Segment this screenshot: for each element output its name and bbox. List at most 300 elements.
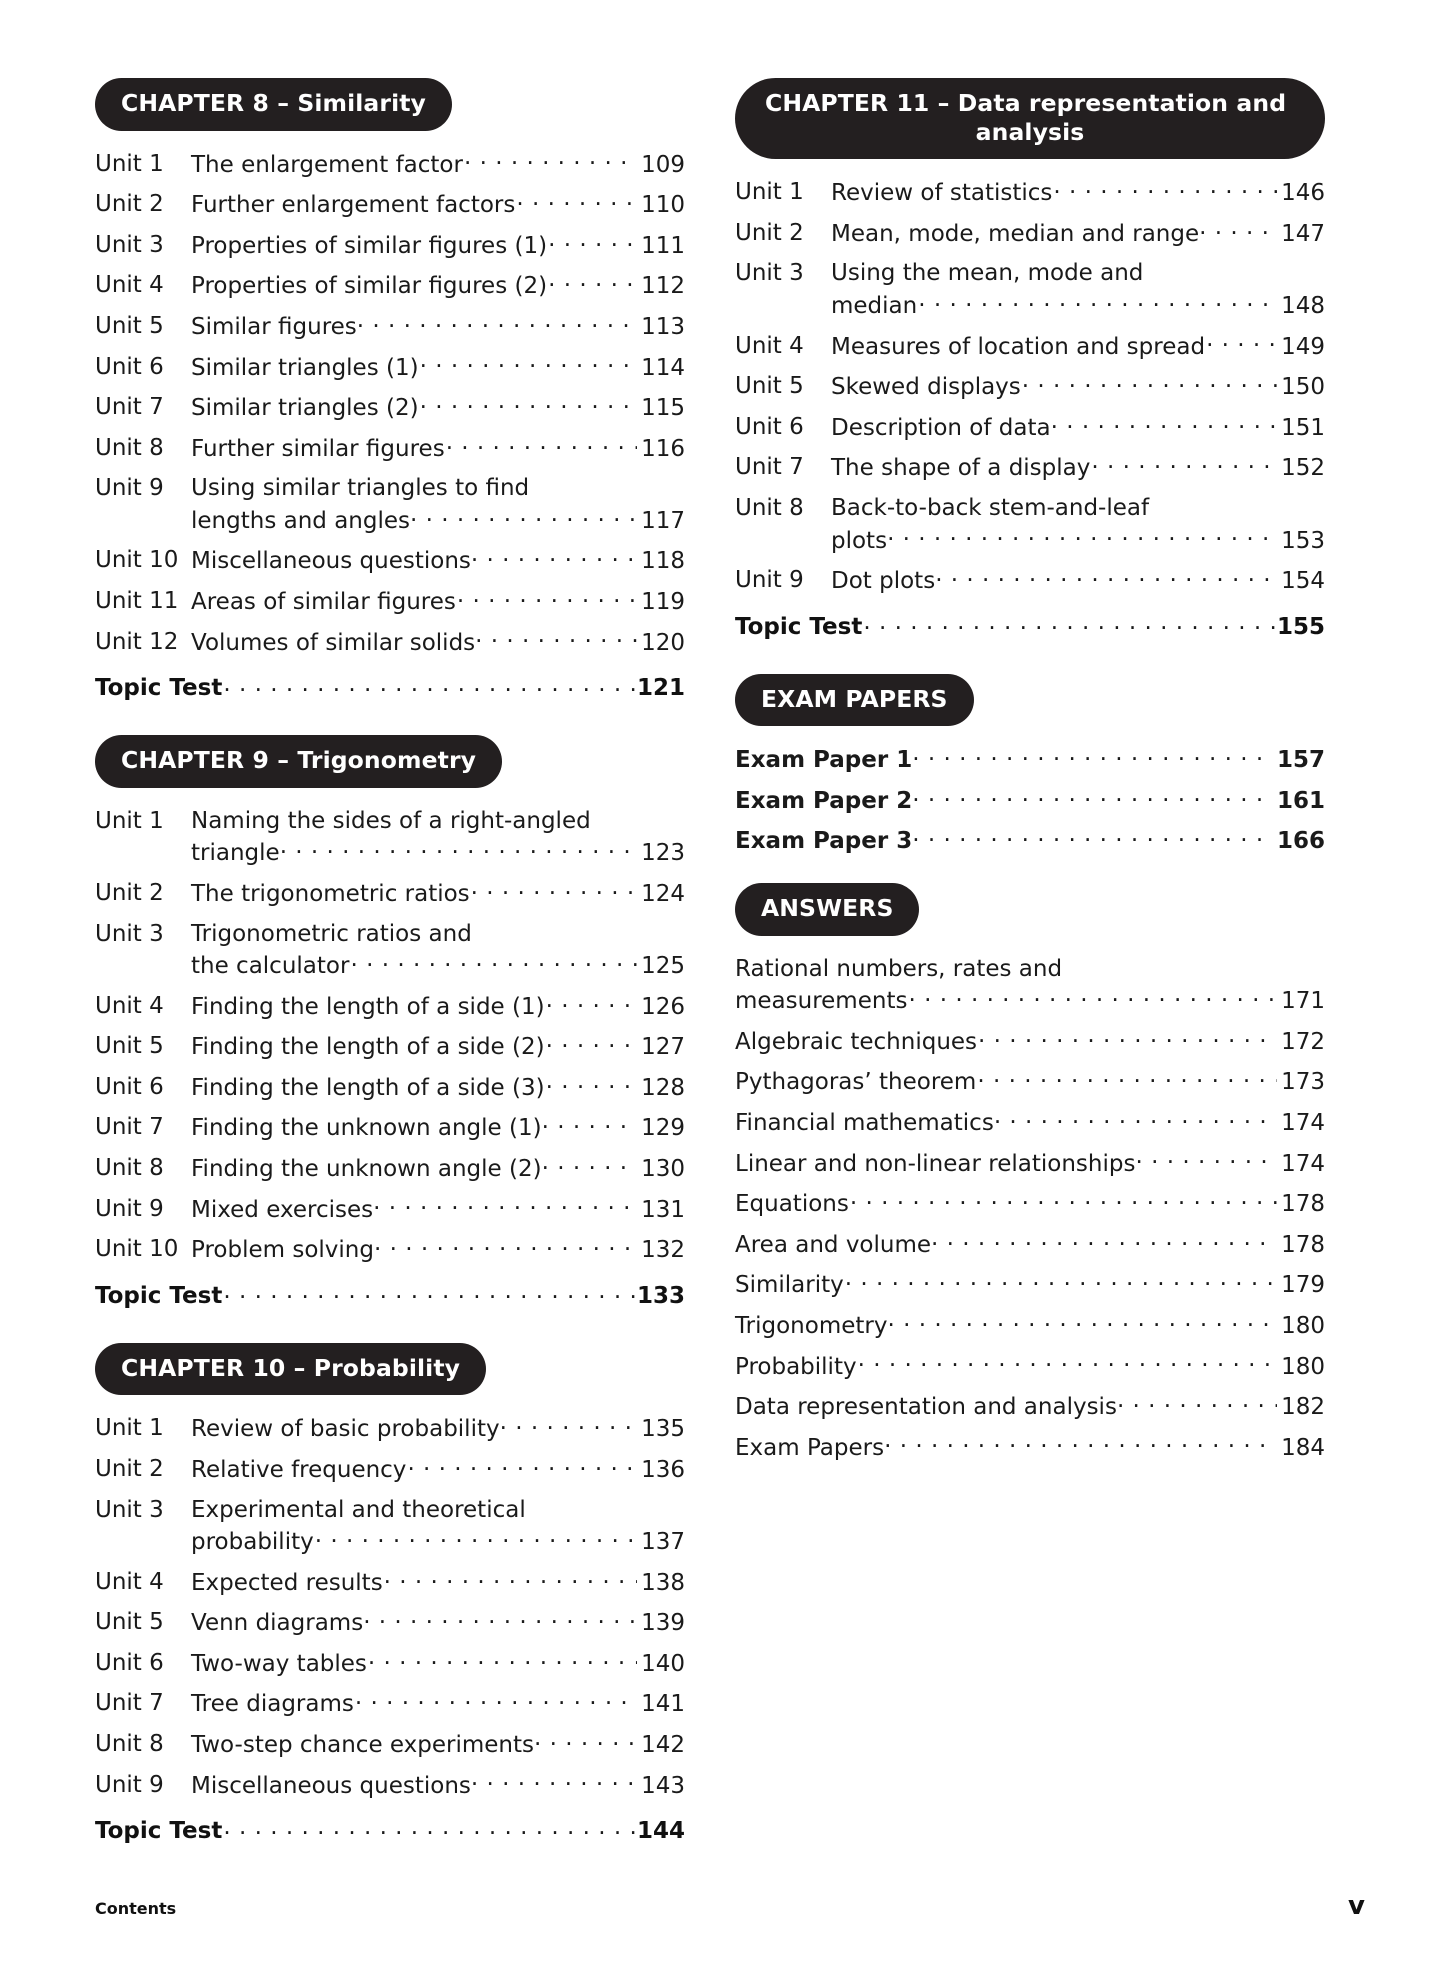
unit-label: Unit 10 xyxy=(95,547,179,574)
entry-page-number: 113 xyxy=(641,313,685,340)
chapter-heading-11[interactable] xyxy=(735,78,1325,159)
chapter-block-8 xyxy=(95,78,685,701)
entry-title: Using the mean, mode and xyxy=(831,260,1144,287)
entry-title: Exam Paper 1 xyxy=(735,747,913,774)
page-footer xyxy=(95,1891,1365,1921)
topic-test-entry[interactable] xyxy=(95,672,685,701)
unit-label: Unit 8 xyxy=(735,494,804,521)
entry-title: Rational numbers, rates and xyxy=(735,955,1063,982)
entry-page-number: 180 xyxy=(1281,1312,1325,1339)
entry-page-number: 139 xyxy=(641,1610,685,1637)
entry-title: Finding the length of a side (1) xyxy=(191,993,545,1020)
chapter-block-9 xyxy=(95,735,685,1309)
entry-page-number: 137 xyxy=(641,1529,685,1556)
left-column xyxy=(95,78,685,1878)
topic-test-label: Topic Test xyxy=(95,1282,223,1309)
entry-page-number: 178 xyxy=(1281,1231,1325,1258)
unit-label: Unit 5 xyxy=(95,1033,164,1060)
answer-entry[interactable] xyxy=(735,1188,1325,1220)
leader-dots xyxy=(858,1351,1278,1374)
toc-entry[interactable] xyxy=(95,1688,685,1720)
entry-page-number: 171 xyxy=(1281,988,1325,1015)
contents-columns xyxy=(95,78,1365,1878)
topic-test-label: Topic Test xyxy=(95,675,223,702)
answer-entry[interactable] xyxy=(735,1148,1325,1180)
leader-dots xyxy=(457,586,637,609)
toc-entry[interactable] xyxy=(95,1112,685,1144)
entry-title-continued: measurements xyxy=(735,988,908,1015)
topic-test-page-number: 121 xyxy=(636,675,685,702)
unit-label: Unit 3 xyxy=(735,260,804,287)
unit-label: Unit 9 xyxy=(95,1771,164,1798)
unit-label: Unit 3 xyxy=(95,231,164,258)
chapter-9-entry-list xyxy=(95,806,685,1309)
leader-dots xyxy=(908,985,1277,1008)
entry-title: Finding the unknown angle (1) xyxy=(191,1115,542,1142)
entry-page-number: 141 xyxy=(641,1691,685,1718)
footer-page-number: v xyxy=(1348,1891,1365,1921)
toc-entry[interactable] xyxy=(735,452,1325,484)
leader-dots xyxy=(912,825,1273,848)
leader-dots xyxy=(1206,331,1277,354)
toc-entry[interactable] xyxy=(95,1194,685,1226)
entry-page-number: 178 xyxy=(1281,1191,1325,1218)
entry-title: Area and volume xyxy=(735,1231,932,1258)
entry-title: Description of data xyxy=(831,414,1051,441)
entry-title: Exam Paper 3 xyxy=(735,828,913,855)
entry-page-number: 127 xyxy=(641,1034,685,1061)
entry-title: Linear and non-linear relationships xyxy=(735,1150,1136,1177)
entry-title: Finding the length of a side (2) xyxy=(191,1034,545,1061)
entry-title: Review of basic probability xyxy=(191,1416,500,1443)
entry-page-number: 132 xyxy=(641,1237,685,1264)
unit-label: Unit 4 xyxy=(95,272,164,299)
entry-page-number: 174 xyxy=(1281,1150,1325,1177)
toc-entry[interactable] xyxy=(95,149,685,181)
leader-dots xyxy=(918,290,1277,313)
toc-entry[interactable] xyxy=(735,412,1325,444)
entry-title: Trigonometric ratios and xyxy=(191,920,472,947)
toc-entry[interactable] xyxy=(95,1072,685,1104)
entry-page-number: 182 xyxy=(1281,1394,1325,1421)
leader-dots xyxy=(548,270,637,293)
unit-label: Unit 2 xyxy=(735,219,804,246)
unit-label: Unit 9 xyxy=(95,475,164,502)
entry-title: Exam Paper 2 xyxy=(735,787,913,814)
leader-dots xyxy=(420,352,638,375)
leader-dots xyxy=(407,1454,637,1477)
entry-title: The trigonometric ratios xyxy=(191,880,470,907)
entry-title: Back-to-back stem-and-leaf xyxy=(831,494,1150,521)
entry-title: Problem solving xyxy=(191,1237,374,1264)
unit-label: Unit 2 xyxy=(95,191,164,218)
entry-title-continued: probability xyxy=(191,1529,314,1556)
entry-page-number: 131 xyxy=(641,1196,685,1223)
answer-entry[interactable] xyxy=(735,1269,1325,1301)
chapter-heading-11-line1: CHAPTER 11 – Data representation and xyxy=(765,89,1287,117)
entry-page-number: 128 xyxy=(641,1074,685,1101)
entry-page-number: 129 xyxy=(641,1115,685,1142)
leader-dots xyxy=(1053,177,1277,200)
entry-title: Similar figures xyxy=(191,313,357,340)
right-column xyxy=(735,78,1325,1497)
leader-dots xyxy=(471,545,637,568)
entry-title: Financial mathematics xyxy=(735,1110,994,1137)
leader-dots xyxy=(887,1310,1277,1333)
leader-dots xyxy=(446,433,637,456)
exam-papers-block xyxy=(735,674,1325,857)
chapter-heading-11-line2: analysis xyxy=(975,117,1085,146)
entry-title: Further enlargement factors xyxy=(191,192,516,219)
unit-label: Unit 5 xyxy=(95,312,164,339)
leader-dots xyxy=(315,1526,637,1549)
exam-paper-entry[interactable] xyxy=(735,744,1325,776)
leader-dots xyxy=(546,991,638,1014)
toc-entry[interactable] xyxy=(95,270,685,302)
entry-page-number: 119 xyxy=(641,589,685,616)
entry-page-number: 179 xyxy=(1281,1272,1325,1299)
leader-dots xyxy=(363,1607,637,1630)
entry-page-number: 110 xyxy=(641,192,685,219)
entry-page-number: 138 xyxy=(641,1569,685,1596)
entry-page-number: 130 xyxy=(641,1156,685,1183)
entry-title: Finding the length of a side (3) xyxy=(191,1074,545,1101)
exam-papers-list xyxy=(735,744,1325,857)
toc-entry[interactable] xyxy=(735,177,1325,209)
toc-entry[interactable] xyxy=(95,189,685,221)
unit-label: Unit 6 xyxy=(95,1649,164,1676)
unit-label: Unit 7 xyxy=(95,394,164,421)
leader-dots xyxy=(994,1107,1277,1130)
entry-title: Naming the sides of a right-angled xyxy=(191,807,591,834)
entry-page-number: 154 xyxy=(1281,568,1325,595)
answer-entry[interactable] xyxy=(735,1229,1325,1261)
unit-label: Unit 12 xyxy=(95,628,179,655)
unit-label: Unit 4 xyxy=(95,1568,164,1595)
toc-entry[interactable] xyxy=(95,392,685,424)
entry-page-number: 173 xyxy=(1281,1069,1325,1096)
toc-entry[interactable] xyxy=(95,991,685,1023)
toc-entry[interactable] xyxy=(95,1770,685,1802)
entry-title: Similar triangles (1) xyxy=(191,354,419,381)
entry-page-number: 143 xyxy=(641,1772,685,1799)
topic-test-label: Topic Test xyxy=(95,1818,223,1845)
unit-label: Unit 1 xyxy=(735,179,804,206)
entry-page-number: 109 xyxy=(641,151,685,178)
unit-label: Unit 8 xyxy=(95,1731,164,1758)
leader-dots xyxy=(410,505,637,528)
chapter-heading-8[interactable]: CHAPTER 8 – Similarity xyxy=(95,78,452,131)
entry-title: Miscellaneous questions xyxy=(191,548,471,575)
leader-dots xyxy=(1051,412,1278,435)
entry-title: Probability xyxy=(735,1353,857,1380)
entry-title: Review of statistics xyxy=(831,180,1053,207)
toc-entry[interactable] xyxy=(95,806,685,869)
entry-page-number: 166 xyxy=(1276,828,1325,855)
entry-title: Miscellaneous questions xyxy=(191,1772,471,1799)
entry-title: Two-way tables xyxy=(191,1650,367,1677)
entry-page-number: 136 xyxy=(641,1457,685,1483)
unit-label: Unit 10 xyxy=(95,1236,179,1263)
entry-page-number: 151 xyxy=(1281,414,1325,441)
entry-title: Finding the unknown angle (2) xyxy=(191,1156,542,1183)
chapter-8-entry-list xyxy=(95,149,685,702)
entry-page-number: 147 xyxy=(1281,220,1325,247)
toc-entry[interactable] xyxy=(95,627,685,659)
leader-dots xyxy=(500,1413,638,1436)
leader-dots xyxy=(546,1031,638,1054)
leader-dots xyxy=(471,878,637,901)
exam-paper-entry[interactable] xyxy=(735,825,1325,857)
unit-label: Unit 4 xyxy=(735,332,804,359)
entry-title: Data representation and analysis xyxy=(735,1394,1117,1421)
unit-label: Unit 5 xyxy=(95,1609,164,1636)
chapter-heading-9[interactable]: CHAPTER 9 – Trigonometry xyxy=(95,735,502,788)
answers-heading[interactable]: ANSWERS xyxy=(735,883,919,936)
entry-page-number: 116 xyxy=(641,435,685,462)
answer-entry[interactable] xyxy=(735,954,1325,1017)
entry-page-number: 161 xyxy=(1276,787,1325,814)
entry-title: The shape of a display xyxy=(831,455,1091,482)
leader-dots xyxy=(223,1280,636,1303)
entry-title: Mixed exercises xyxy=(191,1196,374,1223)
entry-page-number: 112 xyxy=(641,273,685,300)
toc-entry[interactable] xyxy=(735,258,1325,321)
toc-entry[interactable] xyxy=(95,1413,685,1445)
entry-title: Further similar figures xyxy=(191,435,445,462)
entry-title: Exam Papers xyxy=(735,1434,885,1461)
toc-entry[interactable] xyxy=(95,1729,685,1761)
topic-test-page-number: 144 xyxy=(636,1818,685,1845)
entry-page-number: 152 xyxy=(1281,455,1325,482)
entry-title: Properties of similar figures (2) xyxy=(191,273,548,300)
entry-title: Trigonometry xyxy=(735,1312,888,1339)
leader-dots xyxy=(373,1194,637,1217)
entry-title: Using similar triangles to find xyxy=(191,475,530,502)
entry-page-number: 174 xyxy=(1281,1110,1325,1137)
footer-section-label: Contents xyxy=(95,1899,177,1918)
entry-page-number: 146 xyxy=(1281,180,1325,207)
entry-title-continued: lengths and angles xyxy=(191,507,410,534)
answer-entry[interactable] xyxy=(735,1432,1325,1464)
leader-dots xyxy=(1135,1148,1277,1171)
leader-dots xyxy=(978,1026,1277,1049)
leader-dots xyxy=(977,1066,1277,1089)
entry-title: Dot plots xyxy=(831,568,936,595)
entry-title-continued: plots xyxy=(831,527,888,554)
leader-dots xyxy=(384,1567,637,1590)
entry-page-number: 150 xyxy=(1281,374,1325,401)
leader-dots xyxy=(912,744,1273,767)
leader-dots xyxy=(845,1269,1277,1292)
leader-dots xyxy=(471,1770,637,1793)
leader-dots xyxy=(548,230,637,253)
entry-page-number: 125 xyxy=(641,953,685,980)
unit-label: Unit 4 xyxy=(95,992,164,1019)
leader-dots xyxy=(542,1153,638,1176)
leader-dots xyxy=(534,1729,637,1752)
entry-title: Similar triangles (2) xyxy=(191,395,419,422)
leader-dots xyxy=(350,950,637,973)
leader-dots xyxy=(542,1112,638,1135)
exam-papers-heading[interactable]: EXAM PAPERS xyxy=(735,674,974,727)
entry-page-number: 172 xyxy=(1281,1028,1325,1055)
leader-dots xyxy=(935,565,1277,588)
toc-entry[interactable] xyxy=(95,1234,685,1266)
entry-title: The enlargement factor xyxy=(191,151,463,178)
toc-entry[interactable] xyxy=(95,230,685,262)
unit-label: Unit 6 xyxy=(735,413,804,440)
topic-test-entry[interactable] xyxy=(95,1815,685,1844)
unit-label: Unit 3 xyxy=(95,920,164,947)
unit-label: Unit 7 xyxy=(735,454,804,481)
answer-entry[interactable] xyxy=(735,1026,1325,1058)
leader-dots xyxy=(223,672,636,695)
entry-page-number: 120 xyxy=(641,629,685,656)
entry-page-number: 149 xyxy=(1281,333,1325,360)
unit-label: Unit 3 xyxy=(95,1496,164,1523)
leader-dots xyxy=(1022,371,1277,394)
toc-entry[interactable] xyxy=(95,352,685,384)
answer-entry[interactable] xyxy=(735,1310,1325,1342)
entry-page-number: 153 xyxy=(1281,527,1325,554)
entry-page-number: 148 xyxy=(1281,293,1325,320)
toc-entry[interactable] xyxy=(95,545,685,577)
chapter-10-entry-list xyxy=(95,1413,685,1844)
entry-page-number: 118 xyxy=(641,548,685,575)
entry-page-number: 184 xyxy=(1281,1434,1325,1461)
entry-page-number: 115 xyxy=(641,395,685,422)
unit-label: Unit 6 xyxy=(95,353,164,380)
entry-title: Mean, mode, median and range xyxy=(831,220,1200,247)
topic-test-entry[interactable] xyxy=(95,1280,685,1309)
leader-dots xyxy=(280,837,637,860)
entry-title: Two-step chance experiments xyxy=(191,1732,535,1759)
toc-entry[interactable] xyxy=(95,1607,685,1639)
leader-dots xyxy=(357,311,637,334)
answer-entry[interactable] xyxy=(735,1351,1325,1383)
entry-title: Experimental and theoretical xyxy=(191,1496,526,1523)
entry-page-number: 114 xyxy=(641,354,685,381)
leader-dots xyxy=(850,1188,1277,1211)
toc-entry[interactable] xyxy=(95,919,685,982)
leader-dots xyxy=(931,1229,1277,1252)
entry-title-continued: triangle xyxy=(191,840,280,867)
unit-label: Unit 8 xyxy=(95,1155,164,1182)
answer-entry[interactable] xyxy=(735,1391,1325,1423)
leader-dots xyxy=(1199,218,1277,241)
entry-title: Properties of similar figures (1) xyxy=(191,232,548,259)
entry-page-number: 157 xyxy=(1276,747,1325,774)
entry-title: Volumes of similar solids xyxy=(191,629,476,656)
entry-title-continued: the calculator xyxy=(191,953,350,980)
entry-title: Expected results xyxy=(191,1569,383,1596)
toc-entry[interactable] xyxy=(735,493,1325,556)
entry-title: Skewed displays xyxy=(831,374,1021,401)
chapter-heading-10[interactable]: CHAPTER 10 – Probability xyxy=(95,1343,486,1396)
entry-page-number: 180 xyxy=(1281,1353,1325,1380)
toc-entry[interactable] xyxy=(95,311,685,343)
answers-list xyxy=(735,954,1325,1464)
answers-block xyxy=(735,883,1325,1463)
leader-dots xyxy=(1117,1391,1277,1414)
toc-entry[interactable] xyxy=(95,878,685,910)
toc-entry[interactable] xyxy=(95,586,685,618)
entry-page-number: 111 xyxy=(641,232,685,259)
entry-title: Pythagoras’ theorem xyxy=(735,1069,977,1096)
unit-label: Unit 2 xyxy=(95,879,164,906)
entry-title: Measures of location and spread xyxy=(831,333,1206,360)
leader-dots xyxy=(912,785,1273,808)
unit-label: Unit 1 xyxy=(95,807,164,834)
toc-entry[interactable] xyxy=(95,433,685,465)
leader-dots xyxy=(374,1234,637,1257)
unit-label: Unit 11 xyxy=(95,588,179,615)
leader-dots xyxy=(884,1432,1277,1455)
toc-entry[interactable] xyxy=(95,1495,685,1558)
toc-entry[interactable] xyxy=(735,218,1325,250)
toc-entry[interactable] xyxy=(95,1031,685,1063)
entry-page-number: 117 xyxy=(641,507,685,534)
leader-dots xyxy=(223,1815,636,1838)
entry-title: Tree diagrams xyxy=(191,1691,354,1718)
entry-title-continued: median xyxy=(831,293,918,320)
chapter-block-10 xyxy=(95,1343,685,1844)
unit-label: Unit 5 xyxy=(735,373,804,400)
toc-entry[interactable] xyxy=(735,331,1325,363)
unit-label: Unit 2 xyxy=(95,1456,164,1482)
toc-entry[interactable] xyxy=(95,1567,685,1599)
unit-label: Unit 1 xyxy=(95,1415,164,1442)
unit-label: Unit 7 xyxy=(95,1114,164,1141)
answer-entry[interactable] xyxy=(735,1066,1325,1098)
entry-title: Similarity xyxy=(735,1272,844,1299)
answer-entry[interactable] xyxy=(735,1107,1325,1139)
topic-test-entry[interactable] xyxy=(735,611,1325,640)
chapter-11-entry-list xyxy=(735,177,1325,639)
leader-dots xyxy=(863,611,1276,634)
toc-entry[interactable] xyxy=(95,1648,685,1680)
entry-title: Relative frequency xyxy=(191,1457,407,1483)
entry-page-number: 124 xyxy=(641,880,685,907)
unit-label: Unit 7 xyxy=(95,1690,164,1717)
entry-page-number: 140 xyxy=(641,1650,685,1677)
entry-title: Venn diagrams xyxy=(191,1610,364,1637)
leader-dots xyxy=(355,1688,637,1711)
leader-dots xyxy=(887,525,1277,548)
topic-test-page-number: 155 xyxy=(1276,613,1325,640)
leader-dots xyxy=(516,189,637,212)
entry-page-number: 123 xyxy=(641,840,685,867)
toc-entry[interactable] xyxy=(735,371,1325,403)
unit-label: Unit 9 xyxy=(95,1195,164,1222)
leader-dots xyxy=(368,1648,637,1671)
toc-entry[interactable] xyxy=(95,1454,685,1486)
exam-paper-entry[interactable] xyxy=(735,785,1325,817)
entry-page-number: 135 xyxy=(641,1416,685,1443)
toc-entry[interactable] xyxy=(95,1153,685,1185)
unit-label: Unit 1 xyxy=(95,150,164,177)
chapter-block-11 xyxy=(735,78,1325,640)
leader-dots xyxy=(546,1072,638,1095)
toc-entry[interactable] xyxy=(95,473,685,536)
entry-title: Algebraic techniques xyxy=(735,1028,978,1055)
toc-entry[interactable] xyxy=(735,565,1325,597)
unit-label: Unit 8 xyxy=(95,434,164,461)
entry-page-number: 126 xyxy=(641,993,685,1020)
entry-title: Equations xyxy=(735,1191,849,1218)
topic-test-page-number: 133 xyxy=(636,1282,685,1309)
